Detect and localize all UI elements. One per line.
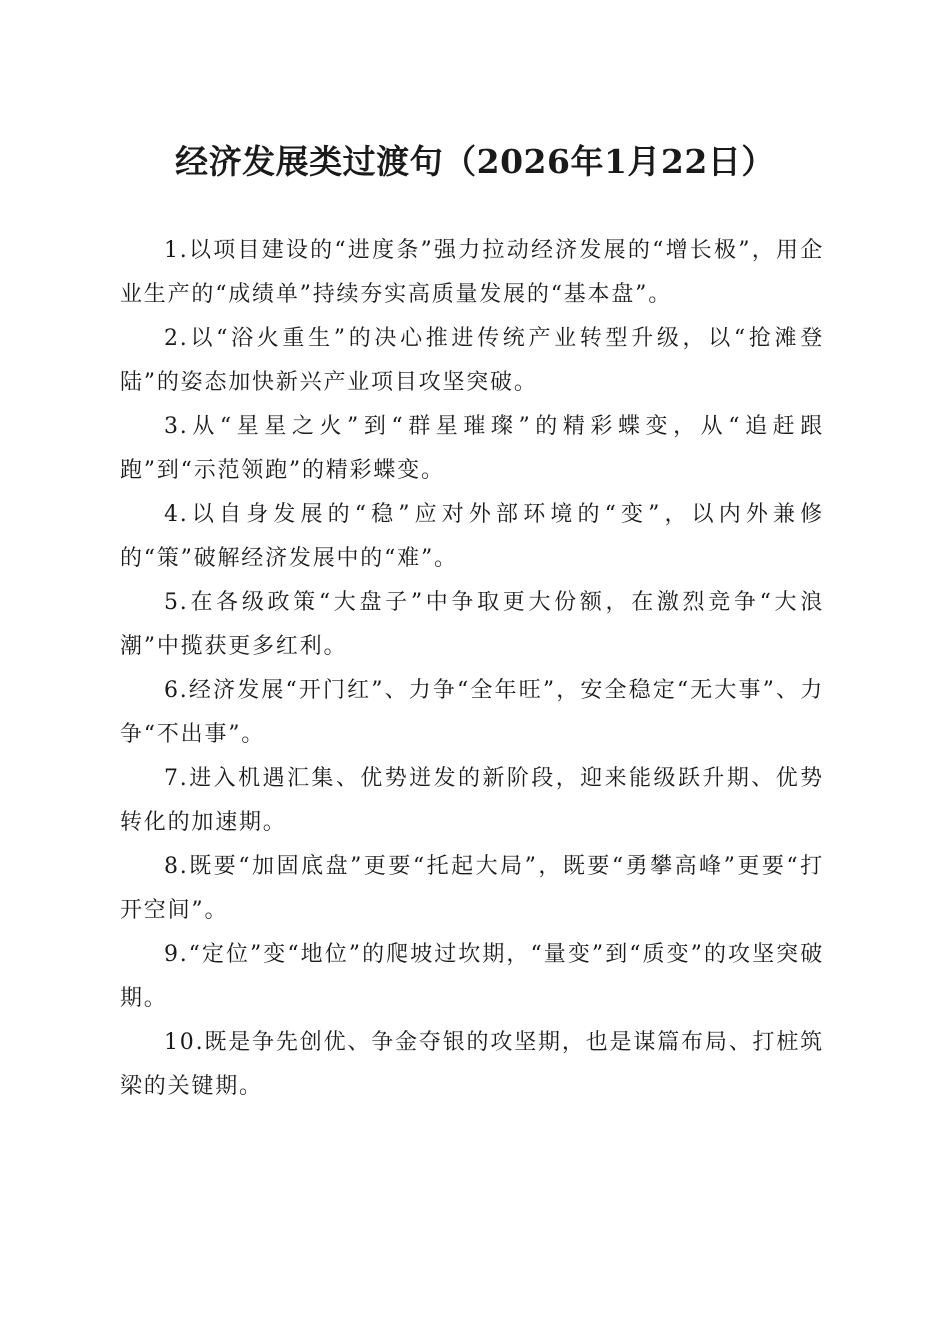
- list-item: 9.“定位”变“地位”的爬坡过坎期，“量变”到“质变”的攻坚突破期。: [120, 942, 824, 1011]
- list-item: 3.从“星星之火”到“群星璀璨”的精彩蝶变，从“追赶跟跑”到“示范领跑”的精彩蝶变。: [120, 414, 824, 483]
- list-item: 8.既要“加固底盘”更要“托起大局”，既要“勇攀高峰”更要“打开空间”。: [120, 854, 824, 923]
- list-item: 10.既是争先创优、争金夺银的攻坚期，也是谋篇布局、打桩筑梁的关键期。: [120, 1030, 824, 1099]
- list-item: 6.经济发展“开门红”、力争“全年旺”，安全稳定“无大事”、力争“不出事”。: [120, 678, 824, 747]
- list-item: 2.以“浴火重生”的决心推进传统产业转型升级，以“抢滩登陆”的姿态加快新兴产业项目攻坚突破。: [120, 326, 824, 395]
- list-item: 5.在各级政策“大盘子”中争取更大份额，在激烈竞争“大浪潮”中揽获更多红利。: [120, 590, 824, 659]
- document-title: 经济发展类过渡句（2026年1月22日）: [175, 142, 775, 181]
- document-body: [120, 229, 824, 1109]
- list-item: 4.以自身发展的“稳”应对外部环境的“变”，以内外兼修的“策”破解经济发展中的“难”。: [120, 502, 824, 571]
- list-item: 1.以项目建设的“进度条”强力拉动经济发展的“增长极”，用企业生产的“成绩单”持续夯实高质量发展的“基本盘”。: [120, 238, 824, 307]
- list-item: 7.进入机遇汇集、优势迸发的新阶段，迎来能级跃升期、优势转化的加速期。: [120, 766, 824, 835]
